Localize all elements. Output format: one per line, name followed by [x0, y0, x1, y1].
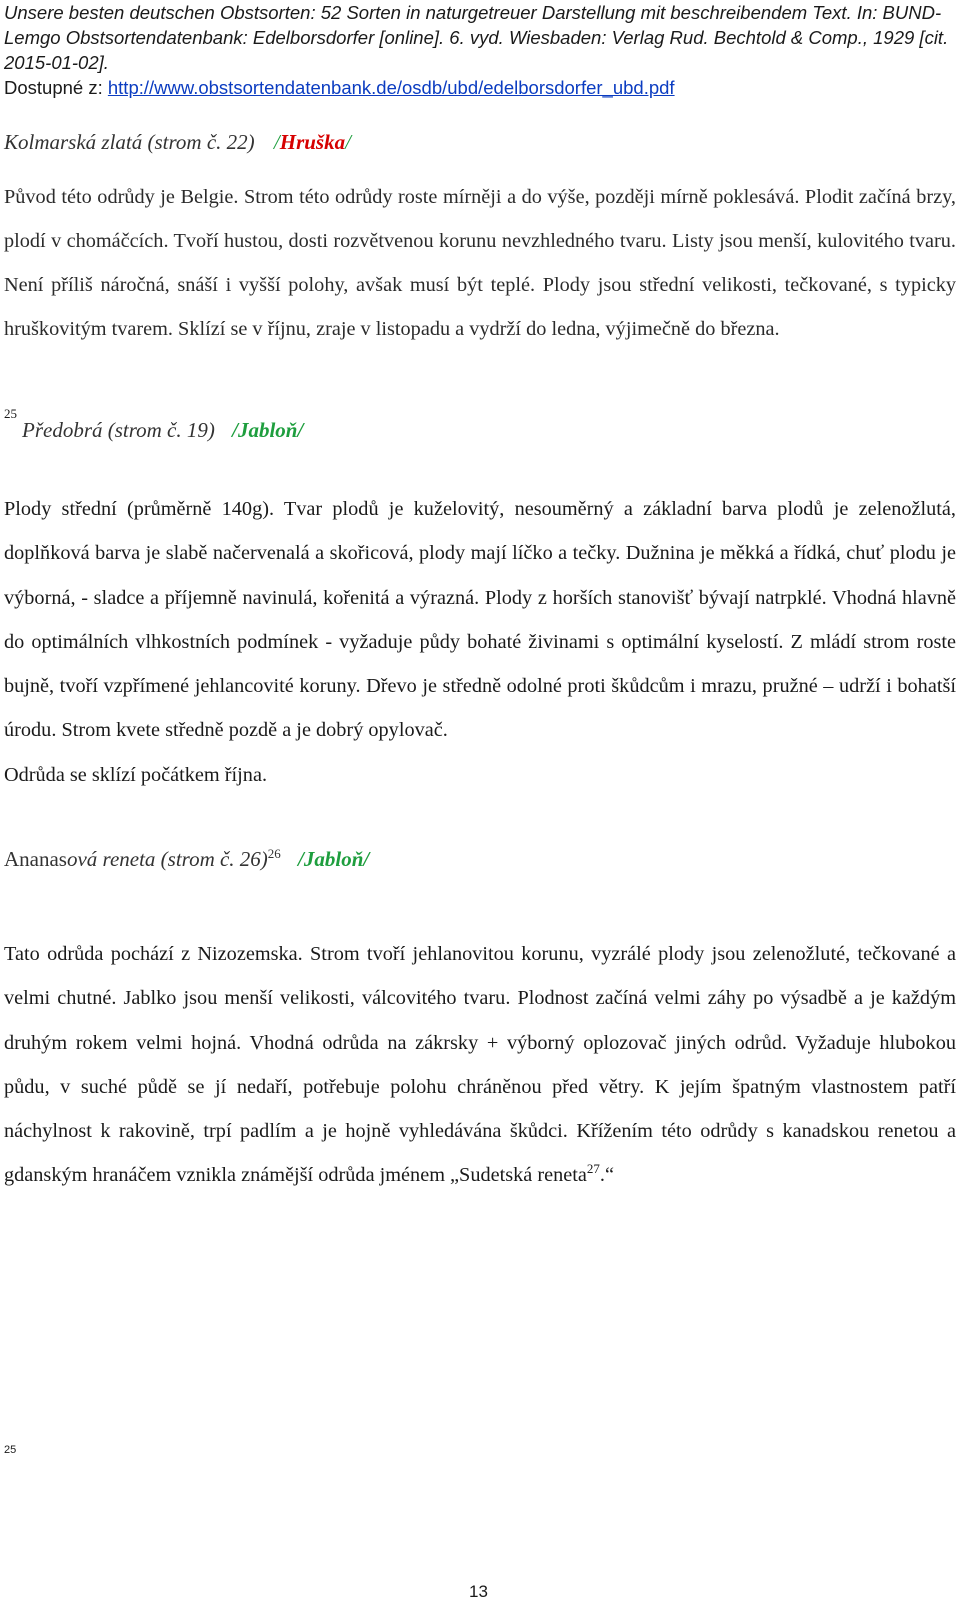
footnote-marker: 25 — [4, 406, 17, 421]
reference-text: Unsere besten deutschen Obstsorten: 52 Sorten in naturgetreuer Darstellung mit beschreibendem Text. In: BUND-Lemgo Obstsortendatenbank: Edelborsdorfer [online]. 6. vyd. Wiesbaden: Verlag Rud. Bechtold & Comp., 1929 [cit. 2015-01-02]. — [4, 2, 949, 73]
section-body: Plody střední (průměrně 140g). Tvar plodů je kuželovitý, nesouměrný a základní barva plodů je zelenožlutá, doplňková barva je slabě načervenalá a skořicová, plody mají líčko a tečky. Dužnina je měkká a řídká, chuť plodu je výborná, - sladce a příjemně navinulá, kořenitá a výrazná. Plody z horších stanovišť bývají natrpklé. Vhodná hlavně do optimálních vlhkostních podmínek - vyžaduje půdy bohaté živinami s optimální kyselostí. Z mládí strom roste bujně, tvoří vzpřímené jehlancovité koruny. Dřevo je středně odolné proti škůdcům i mrazu, pružné – udrží i bohatší úrodu. Strom kvete středně pozdě a je dobrý opylovač. — [4, 498, 956, 742]
footnote: 25 — [4, 1444, 17, 1456]
tree-type-tag: Jabloň — [303, 847, 364, 871]
available-label: Dostupné z: — [4, 77, 103, 98]
section-text — [4, 487, 956, 797]
harvest-note: Odrůda se sklízí počátkem října. — [4, 763, 268, 786]
section-title: ová reneta (strom č. 26) — [66, 847, 268, 871]
tree-type-tag: Jabloň — [237, 418, 298, 442]
footnote-ref: 27 — [586, 1161, 600, 1177]
section-heading-kolmarska: Kolmarská zlatá (strom č. 22) /Hruška/ — [4, 130, 351, 154]
section-text: Tato odrůda pochází z Nizozemska. Strom tvoří jehlanovitou korunu, vyzrálé plody jsou zelenožluté, tečkované a velmi chutné. Jablko jsou menší velikosti, válcovitého tvaru. Plodnost začíná velmi záhy po výsadbě a je každým druhým rokem velmi hojná. Vhodná odrůda na zákrsky + výborný oplozovač jiných odrůd. Vyžaduje hlubokou půdu, v suché půdě se jí nedaří, potřebuje polohu chráněnou před větry. K jejím špatným vlastnostem patří náchylnost k rakovině, trpí padlím a je hojně vyhledávána škůdci. Křížením této odrůdy s kanadskou renetou a gdanským hranáčem vznikla známější odrůda jménem „Sudetská reneta$^{27}$.“ — [4, 943, 956, 1187]
page-number: 13 — [469, 1582, 488, 1601]
section-heading-ananasova: Ananasová reneta (strom č. 26)$^{26}$ /Jabloň/ — [4, 846, 370, 871]
section-title: Kolmarská zlatá (strom č. 22) — [4, 130, 255, 154]
reference-citation — [4, 0, 956, 100]
section-text: Původ této odrůdy je Belgie. Strom této odrůdy roste mírněji a do výše, později mírně poklesává. Plodit začíná brzy, plodí v chomáčcích. Tvoří hustou, dosti rozvětvenou korunu nevzhledného tvaru. Listy jsou menší, kulovitého tvaru. Není příliš náročná, snáší i vyšší polohy, avšak musí být teplé. Plody jsou střední velikosti, tečkované, s typicky hruškovitým tvarem. Sklízí se v říjnu, zraje v listopadu a vydrží do ledna, výjimečně do března. — [4, 186, 956, 340]
section-title: Předobrá (strom č. 19) — [22, 418, 215, 442]
section-body: Tato odrůda pochází z Nizozemska. Strom tvoří jehlanovitou korunu, vyzrálé plody jsou zelenožluté, tečkované a velmi chutné. Jablko jsou menší velikosti, válcovitého tvaru. Plodnost začíná velmi záhy po výsadbě a je každým druhým rokem velmi hojná. Vhodná odrůda na zákrsky + výborný oplozovač jiných odrůd. Vyžaduje hlubokou půdu, v suché půdě se jí nedaří, potřebuje polohu chráněnou před větry. K jejím špatným vlastnostem patří náchylnost k rakovině, trpí padlím a je hojně vyhledávána škůdci. Křížením této odrůdy s kanadskou renetou a gdanským hranáčem vznikla známější odrůda jménem „Sudetská reneta — [4, 943, 956, 1187]
reference-link[interactable]: http://www.obstsortendatenbank.de/osdb/ubd/edelborsdorfer_ubd.pdf — [107, 77, 675, 98]
footnote-ref: 26 — [267, 846, 281, 861]
tree-type-tag: Hruška — [279, 130, 346, 154]
section-title-plain: Ananas — [4, 847, 67, 871]
section-heading-predobra: Předobrá (strom č. 19) /Jabloň/ — [22, 418, 304, 442]
